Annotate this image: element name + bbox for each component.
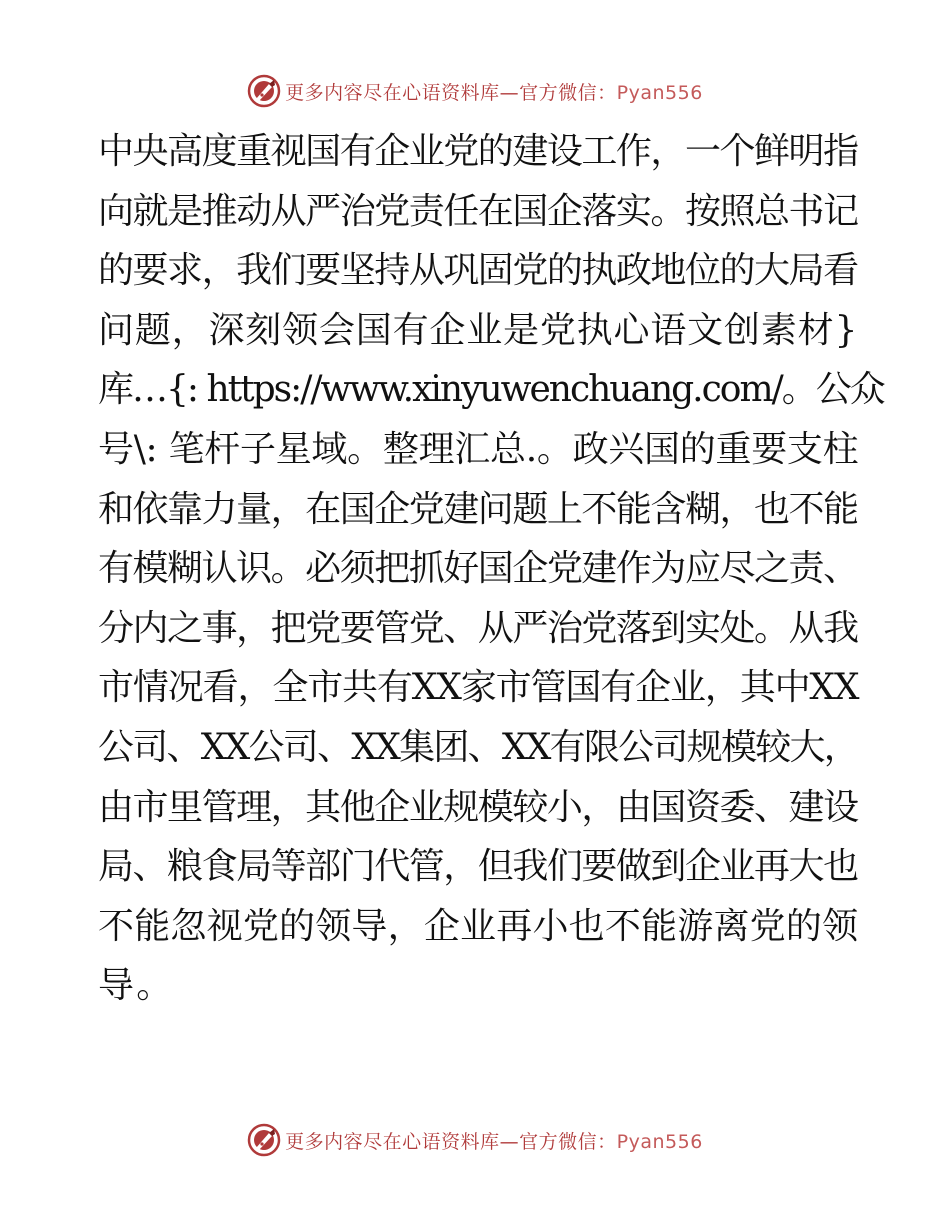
header-banner (0, 71, 950, 111)
paragraph-line: 问题，深刻领会国有企业是党执心语文创素材} (98, 309, 859, 351)
paragraph-line: 局、粮食局等部门代管，但我们要做到企业再大也 (98, 846, 858, 888)
quill-pen-logo-icon (247, 74, 281, 108)
paragraph-line: 公司、XX公司、XX集团、XX有限公司规模较大， (98, 726, 858, 768)
header-wechat-id: Pyan556 (616, 81, 703, 104)
document-body (98, 122, 884, 1016)
paragraph-line: 库…{: https://www.xinyuwenchuang.com/。公众 (98, 369, 884, 411)
footer-wechat-id: Pyan556 (616, 1130, 703, 1153)
header-banner-text (285, 78, 703, 105)
paragraph-line: 由市里管理，其他企业规模较小，由国资委、建设 (98, 786, 858, 828)
quill-pen-logo-icon (247, 1123, 281, 1157)
paragraph-line: 中央高度重视国有企业党的建设工作，一个鲜明指 (98, 131, 858, 172)
paragraph-line: 分内之事，把党要管党、从严治党落到实处。从我 (98, 607, 858, 649)
header-banner-label: 更多内容尽在心语资料库—官方微信： (285, 81, 617, 104)
paragraph-line: 不能忽视党的领导，企业再小也不能游离党的领 (98, 905, 859, 947)
paragraph-line: 有模糊认识。必须把抓好国企党建作为应尽之责、 (98, 548, 858, 590)
paragraph-line: 导。 (98, 965, 175, 1007)
footer-banner-label: 更多内容尽在心语资料库—官方微信： (285, 1130, 617, 1153)
paragraph-line: 的要求，我们要坚持从巩固党的执政地位的大局看 (98, 250, 858, 292)
paragraph-line: 市情况看，全市共有XX家市管国有企业，其中XX (98, 667, 859, 709)
paragraph-line: 和依靠力量，在国企党建问题上不能含糊，也不能 (98, 488, 858, 530)
footer-banner-text (285, 1127, 703, 1154)
footer-banner (0, 1120, 950, 1160)
paragraph-line: 号\: 笔杆子星域。整理汇总.。政兴国的重要支柱 (98, 428, 859, 470)
paragraph-line: 向就是推动从严治党责任在国企落实。按照总书记 (98, 190, 858, 232)
